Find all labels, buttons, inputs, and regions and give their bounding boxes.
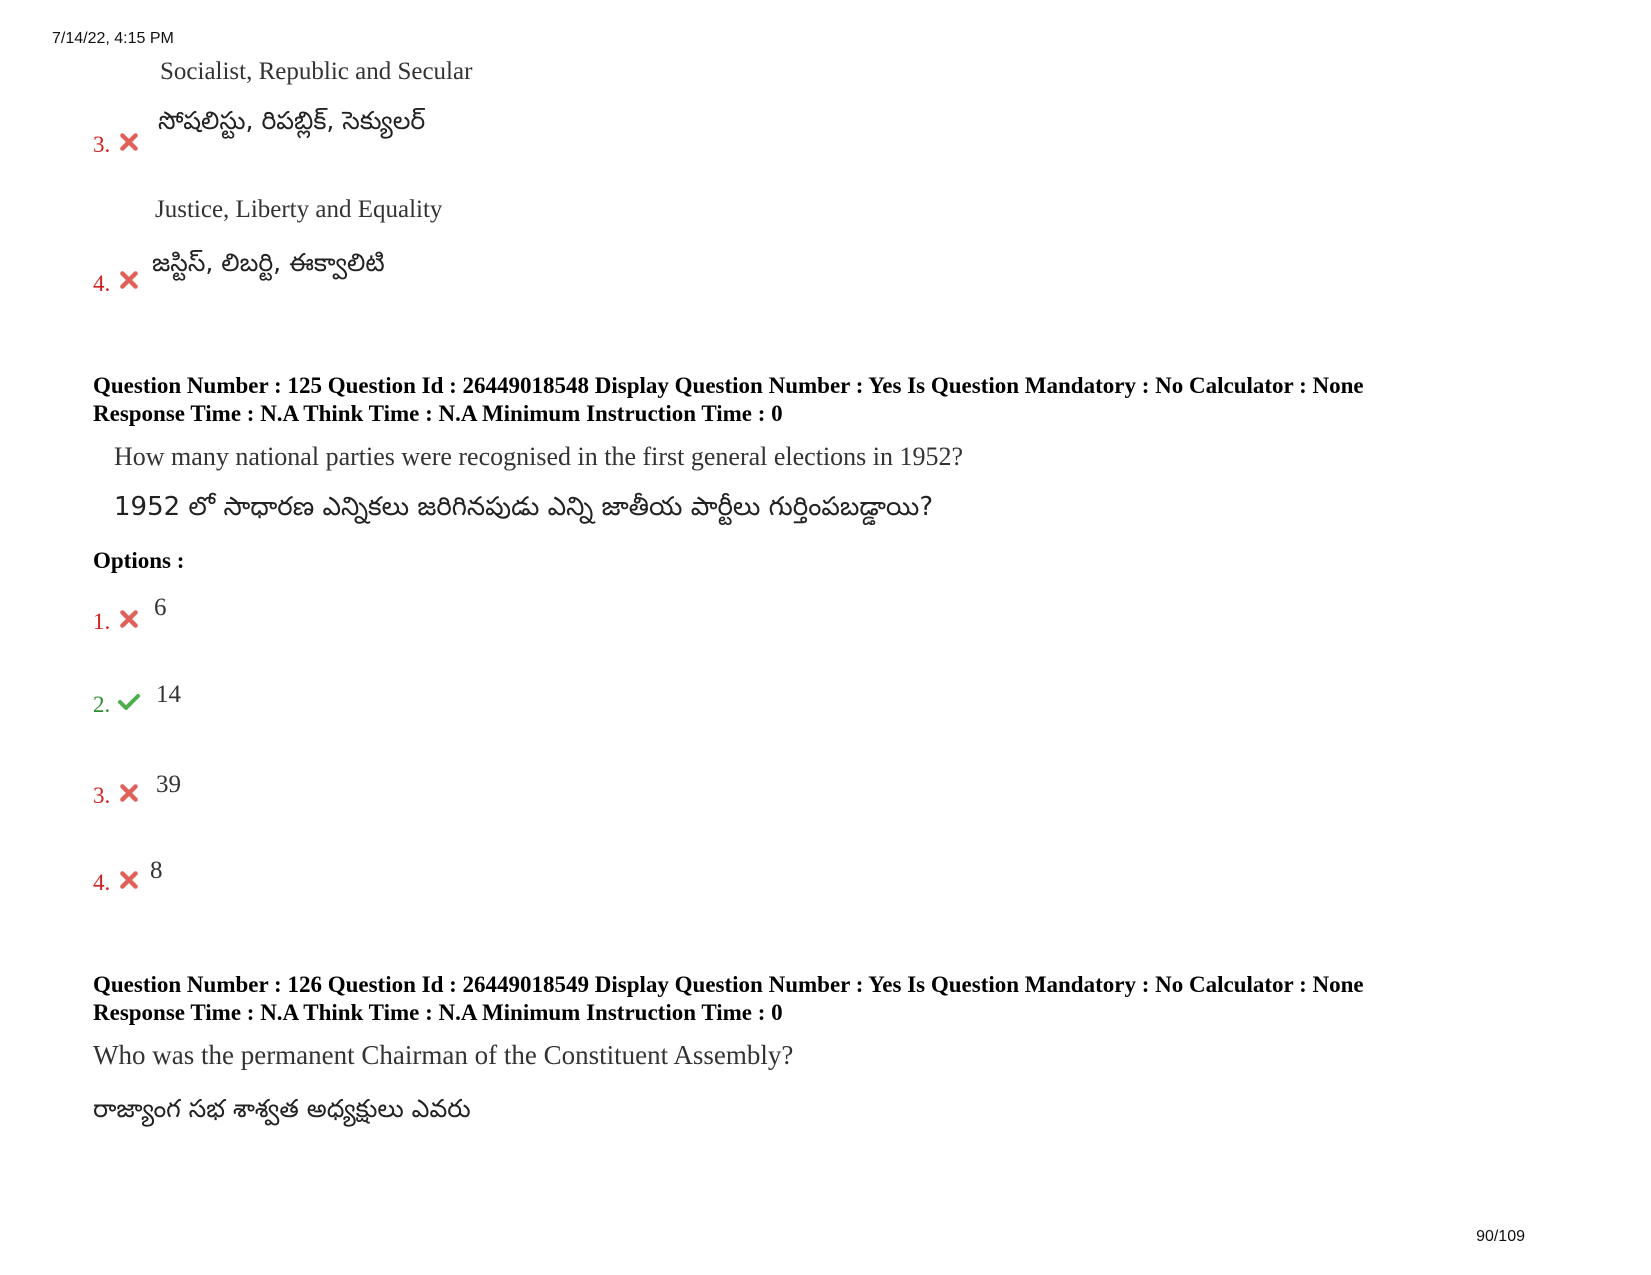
option-4-telugu: జస్టిస్, లిబర్టి, ఈక్వాలిటి [152,248,385,277]
q125-option-4-value: 8 [150,857,163,884]
cross-icon [118,131,140,153]
q125-option-3-number: 3. [93,783,111,808]
question-125-meta-line1: Question Number : 125 Question Id : 26449018548 Display Question Number : Yes Is Question Mandatory : No Calculator : None [93,373,1364,398]
q125-option-1-number: 1. [93,609,111,634]
question-125-english: How many national parties were recognised in the first general elections in 1952? [114,442,964,471]
cross-icon [118,269,140,291]
option-3-telugu: సోషలిస్టు, రిపబ్లిక్, సెక్యులర్ [158,106,426,135]
options-label: Options : [93,548,185,573]
option-4-number: 4. [93,271,111,296]
option-4-english: Justice, Liberty and Equality [155,196,443,223]
q125-option-2-number: 2. [93,692,111,717]
question-126-english: Who was the permanent Chairman of the Constituent Assembly? [93,1040,794,1070]
page-number: 90/109 [1476,1228,1525,1245]
option-3-english: Socialist, Republic and Secular [160,58,473,85]
question-126-meta-line1: Question Number : 126 Question Id : 26449018549 Display Question Number : Yes Is Question Mandatory : No Calculator : None [93,972,1364,997]
q125-option-1-value: 6 [154,594,167,621]
question-126-meta-line2: Response Time : N.A Think Time : N.A Minimum Instruction Time : 0 [93,1000,783,1025]
q125-option-2-value: 14 [156,681,181,708]
question-125-telugu: 1952 లో సాధారణ ఎన్నికలు జరిగినపుడు ఎన్ని జాతీయ పార్టీలు గుర్తింపబడ్డాయి? [114,492,934,522]
question-126-meta [93,971,1364,1027]
cross-icon [118,608,140,630]
q125-option-4-number: 4. [93,870,111,895]
question-125-meta [93,372,1364,428]
cross-icon [118,782,140,804]
option-3-number: 3. [93,132,111,157]
print-timestamp: 7/14/22, 4:15 PM [52,30,174,47]
check-icon [117,691,141,713]
question-126-telugu: రాజ్యాంగ సభ శాశ్వత అధ్యక్షులు ఎవరు [93,1094,471,1123]
question-125-meta-line2: Response Time : N.A Think Time : N.A Minimum Instruction Time : 0 [93,401,783,426]
cross-icon [118,869,140,891]
q125-option-3-value: 39 [156,771,181,798]
